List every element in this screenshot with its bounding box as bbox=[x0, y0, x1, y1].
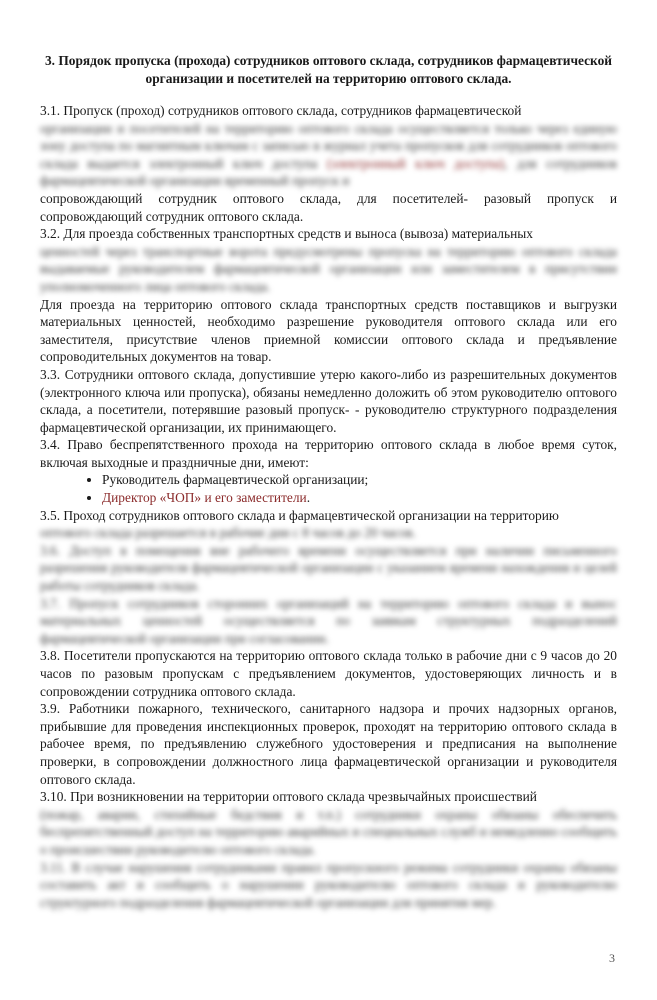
paragraph-3-8: 3.8. Посетители пропускаются на территорию оптового склада только в рабочие дни с 9 часов до 20 часов по разовым пропускам с предъявлением документов, удостоверяющих личность и в сопровождении сотрудника оптового склада. bbox=[40, 648, 617, 699]
redacted-text-block: ценностей через транспортные ворота предусмотрены пропуска на территорию оптового склада выдаваемые руководителем фармацевтической организации или заместителем в присутствии уполномоченного лица оптового склада. bbox=[40, 243, 617, 294]
list-item: • Руководитель фармацевтической организации; bbox=[102, 471, 617, 489]
access-list bbox=[40, 471, 617, 506]
paragraph-3-4: 3.4. Право беспрепятственного прохода на территорию оптового склада в любое время суток, включая выходные и праздничные дни, имеют: bbox=[40, 437, 617, 470]
paragraph-3-2-vehicles: Для проезда на территорию оптового склада транспортных средств поставщиков и выгрузки материальных ценностей, необходимо разрешение руководителя оптового склада или его заместителя, присутствие членов приемной комиссии оптового склада и предъявление сопроводительных документов на товар. bbox=[40, 296, 617, 365]
redacted-text-block: (пожар, аварии, стихийные бедствия и т.п.) сотрудники охраны обязаны обеспечить беспрепятственный доступ на территорию аварийных и специальных служб и немедленно сообщить о происшествии руководителю оптового склада. 3.11. В случае нарушения сотрудниками правил пропускного режима сотрудники охраны обязаны составить акт и сообщить о нарушении руководителю оптового склада и руководителю структурного подразделения фармацевтической организации для принятия мер. bbox=[40, 806, 617, 910]
page-number: 3 bbox=[609, 951, 615, 965]
redacted-text-block: организации и посетителей на территорию оптового склада осуществляется только через единую зону доступа по магнитным ключам с записью в журнал учета пропусков для сотрудников оптового склада выдается электронный ключ доступа (электронный ключ доступа), для сотрудников фармацевтической организации временный пропуск и bbox=[40, 120, 618, 189]
paragraph-3-2-first-line: 3.2. Для проезда собственных транспортных средств и выноса (вывоза) материальных bbox=[40, 226, 533, 242]
paragraph-3-1-first-line: 3.1. Пропуск (проход) сотрудников оптового склада, сотрудников фармацевтической bbox=[40, 103, 522, 118]
paragraph-3-1-tail: сопровождающий сотрудник оптового склада, для посетителей- разовый пропуск и сопровождающий сотрудник оптового склада. bbox=[40, 190, 617, 224]
paragraph-3-3: 3.3. Сотрудники оптового склада, допустившие утерю какого-либо из разрешительных документов (электронного ключа или пропуска), обязаны немедленно доложить об этом руководителю оптового склада, а посетители, потерявшие разовый пропуск- - руководителю структурного подразделения фармацевтической организации, их принимающего. bbox=[40, 366, 617, 435]
section-heading: 3. Порядок пропуска (прохода) сотрудников оптового склада, сотрудников фармацевтической организации и посетителей на территорию оптового склада. bbox=[44, 53, 612, 86]
paragraph-3-10-first-line: 3.10. При возникновении на территории оптового склада чрезвычайных происшествий bbox=[40, 789, 537, 805]
redacted-text-block: оптового склада разрешается в рабочие дни с 8 часов до 20 часов. 3.6. Доступ в помещения вне рабочего времени осуществляется при наличии письменного разрешения руководителя фармацевтической организации с указанием времени нахождения и целей работы сотрудников склада. 3.7. Пропуск сотрудников сторонних организаций на территорию оптового склада и вынос материальных ценностей осуществляется по заявкам структурных подразделений фармацевтической организации при согласовании. bbox=[40, 525, 617, 646]
paragraph-3-5-first-line: 3.5. Проход сотрудников оптового склада и фармацевтической организации на территорию bbox=[40, 507, 559, 523]
paragraph-3-9: 3.9. Работники пожарного, технического, санитарного надзора и прочих надзорных органов, прибывшие для проведения инспекционных проверок, проходят на территорию оптового склада в рабочее время, по предъявлению служебного удостоверения и предписания на выполнение проверки, в сопровождении должностного лица фармацевтической организации и руководителя оптового склада. bbox=[40, 701, 617, 787]
list-item: • Директор «ЧОП» и его заместители. bbox=[102, 489, 617, 507]
